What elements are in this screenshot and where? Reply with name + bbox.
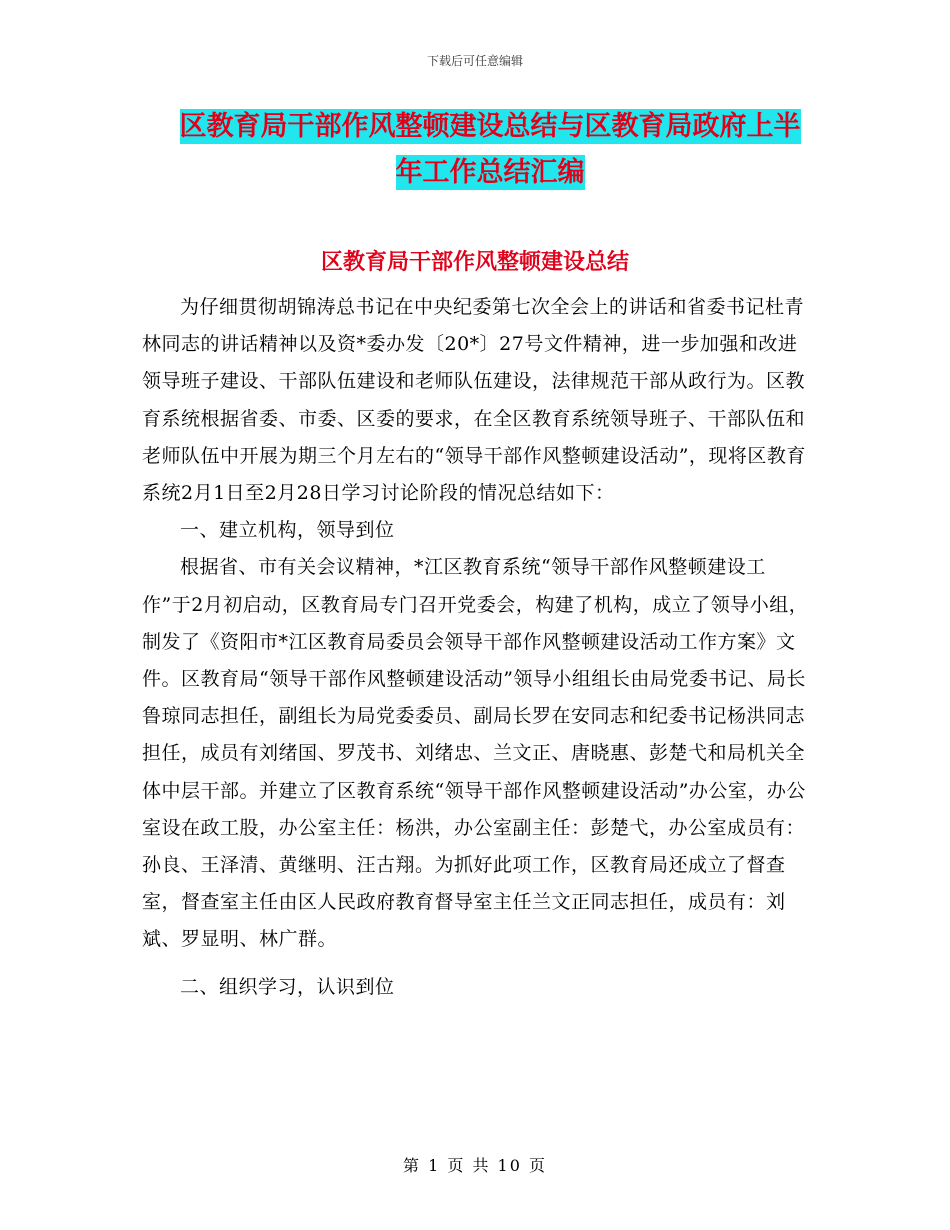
document-body — [142, 289, 810, 1006]
document-title-line-2: 年工作总结汇编 — [395, 157, 585, 188]
header-note: 下载后可任意编辑 — [426, 54, 523, 68]
document-title — [150, 104, 830, 196]
paragraph-organization: 根据省、市有关会议精神，*江区教育系统“领导干部作风整顿建设工作”于2月初启动，区教育局专门召开党委会，构建了机构，成立了领导小组，制发了《资阳市*江区教育局委员会领导干部作风整顿建设活动工作方案》文件。区教育局“领导干部作风整顿建设活动”领导小组组长由局党委书记、局长鲁琼同志担任，副组长为局党委委员、副局长罗在安同志和纪委书记杨洪同志担任，成员有刘绪国、罗茂书、刘绪忠、兰文正、唐晓惠、彭楚弋和局机关全体中层干部。并建立了区教育系统“领导干部作风整顿建设活动”办公室，办公室设在政工股，办公室主任：杨洪，办公室副主任：彭楚弋，办公室成员有：孙良、王泽清、黄继明、汪古翔。为抓好此项工作，区教育局还成立了督查室，督查室主任由区人民政府教育督导室主任兰文正同志担任，成员有：刘斌、罗显明、林广群。 — [142, 556, 809, 951]
heading-two: 二、组织学习，认识到位 — [180, 975, 395, 998]
document-title-line-1: 区教育局干部作风整顿建设总结与区教育局政府上半 — [179, 111, 801, 142]
heading-one: 一、建立机构，领导到位 — [180, 519, 395, 542]
page-footer: 第 1 页 共 10 页 — [403, 1156, 547, 1175]
section-title: 区教育局干部作风整顿建设总结 — [320, 250, 629, 275]
paragraph-intro: 为仔细贯彻胡锦涛总书记在中央纪委第七次全会上的讲话和省委书记杜青林同志的讲话精神以及资*委办发〔20*〕27号文件精神，进一步加强和改进领导班子建设、干部队伍建设和老师队伍建设，法律规范干部从政行为。区教育系统根据省委、市委、区委的要求，在全区教育系统领导班子、干部队伍和老师队伍中开展为期三个月左右的“领导干部作风整顿建设活动”，现将区教育系统2月1日至2月28日学习讨论阶段的情况总结如下： — [142, 296, 806, 505]
